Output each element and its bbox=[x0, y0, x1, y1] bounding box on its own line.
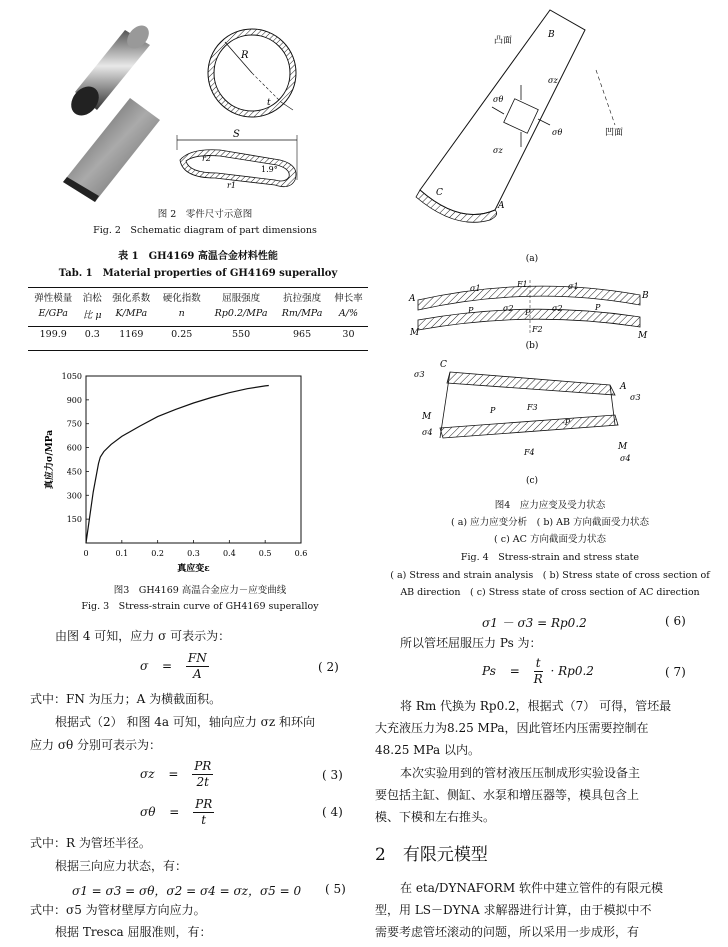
label-c-F3: F3 bbox=[527, 403, 538, 412]
equation-4 bbox=[140, 797, 214, 828]
label-c-sigma4-left: σ4 bbox=[422, 428, 433, 437]
eq3-numerator: PR bbox=[194, 759, 212, 773]
table-cell: 550 bbox=[232, 329, 251, 340]
equation-7 bbox=[482, 656, 594, 687]
label-b-F2: F2 bbox=[532, 325, 543, 334]
left-paragraph-3a: 根据式（2） 和图 4a 可知，轴向应力 σz 和环向 bbox=[55, 715, 316, 729]
label-c-M-left: M bbox=[422, 412, 432, 422]
eq3-lhs: σz bbox=[140, 767, 155, 781]
label-sigma-z-top: σz bbox=[548, 76, 558, 85]
right-paragraph-1: 所以管坯屈服压力 Ps 为： bbox=[400, 636, 542, 650]
right-paragraph-2a: 将 Rm 代换为 Rp0.2，根据式（7） 可得，管坯最 bbox=[400, 699, 672, 713]
fig4c-section bbox=[414, 360, 641, 463]
y-tick-label: 300 bbox=[66, 491, 82, 501]
label-b-F1: F1 bbox=[517, 280, 528, 289]
equation-3 bbox=[140, 759, 213, 790]
x-tick-label: 0 bbox=[83, 549, 89, 558]
table-header-cell: 弹性模量 bbox=[34, 292, 73, 304]
table-unit-cell: 比 μ bbox=[82, 309, 102, 321]
label-c-F4: F4 bbox=[524, 448, 535, 457]
eq2-numerator: FN bbox=[187, 651, 207, 665]
fig4-caption-en: Fig. 4 Stress-strain and stress state bbox=[460, 552, 640, 563]
left-paragraph-4: 式中：R 为管坯半径。 bbox=[30, 836, 151, 850]
equation-2 bbox=[140, 651, 209, 682]
fig3-caption-cn: 图3 GH4169 高温合金应力－应变曲线 bbox=[113, 585, 287, 596]
left-paragraph-1: 由图 4 可知，应力 σ 可表示为： bbox=[55, 629, 231, 643]
eq7-numerator: t bbox=[534, 656, 543, 672]
label-c-P: P bbox=[490, 406, 496, 415]
fig4-sub-cn-1: ( a) 应力应变分析 ( b) AB 方向截面受力状态 bbox=[450, 517, 649, 528]
x-axis-label: 真应变ε bbox=[177, 564, 210, 574]
eq7-number: ( 7) bbox=[665, 665, 686, 679]
fig2-caption-cn: 图 2 零件尺寸示意图 bbox=[157, 209, 253, 220]
table-unit-cell: E/GPa bbox=[38, 308, 68, 319]
equation-6: σ1 － σ3 = Rp0.2 bbox=[482, 616, 587, 630]
label-c-sigma4-right: σ4 bbox=[620, 454, 631, 463]
label-angle: 1.9° bbox=[261, 165, 278, 174]
left-paragraph-7: 根据 Tresca 屈服准则，有： bbox=[55, 925, 212, 939]
label-c-sigma3-left: σ3 bbox=[414, 370, 425, 379]
plot-frame bbox=[86, 376, 301, 543]
label-t: t bbox=[267, 98, 271, 108]
table-units-row bbox=[28, 305, 368, 322]
fig4a-tube bbox=[416, 10, 623, 222]
table1-title-en: Tab. 1 Material properties of GH4169 superalloy bbox=[58, 268, 338, 279]
x-tick-label: 0.4 bbox=[222, 549, 236, 558]
table-header-cell: 伸长率 bbox=[334, 292, 363, 304]
table-row bbox=[28, 322, 368, 347]
stress-strain-curve bbox=[86, 386, 269, 544]
stress-strain-chart bbox=[40, 368, 330, 578]
right-paragraph-4c: 需要考虑管坯滚动的问题，所以采用一步成形，有 bbox=[375, 925, 640, 939]
left-paragraph-5: 根据三向应力状态，有： bbox=[55, 859, 188, 873]
fig2-caption-en: Fig. 2 Schematic diagram of part dimensions bbox=[93, 225, 317, 236]
table-cell: 1169 bbox=[119, 329, 144, 340]
fig4c-sublabel: (c) bbox=[525, 476, 539, 486]
eq3-equals: = bbox=[168, 767, 179, 781]
material-properties-table bbox=[28, 288, 368, 347]
table-unit-cell: n bbox=[178, 308, 185, 319]
table-cell: 30 bbox=[342, 329, 355, 340]
eq7-lhs: Ps bbox=[482, 664, 496, 678]
label-b-M-right: M bbox=[638, 331, 648, 341]
table-cell: 965 bbox=[293, 329, 312, 340]
fig4-sub-en-1: ( a) Stress and strain analysis ( b) Stress state of cross section of bbox=[390, 570, 710, 581]
right-paragraph-3b: 要包括主缸、侧缸、水泵和增压器等，模具包含上 bbox=[375, 788, 640, 802]
right-paragraph-4a: 在 eta/DYNAFORM 软件中建立管件的有限元模 bbox=[400, 881, 663, 895]
label-convex: 凸面 bbox=[494, 36, 513, 46]
label-c-C: C bbox=[440, 360, 447, 370]
x-tick-label: 0.1 bbox=[115, 549, 129, 558]
table-cell: 0.25 bbox=[171, 329, 193, 340]
label-S: S bbox=[233, 129, 240, 140]
eq6-number: ( 6) bbox=[665, 614, 686, 628]
eq4-number: ( 4) bbox=[322, 805, 343, 819]
fig4-sub-en-2: AB direction ( c) Stress state of cross section of AC direction bbox=[400, 587, 700, 598]
table-header-cell: 泊松 bbox=[82, 292, 102, 304]
label-b-M-left: M bbox=[410, 328, 420, 338]
y-tick-label: 750 bbox=[66, 419, 82, 429]
eq4-equals: = bbox=[169, 805, 180, 819]
eq3-number: ( 3) bbox=[322, 768, 343, 782]
y-tick-label: 600 bbox=[66, 443, 82, 453]
table-unit-cell: Rm/MPa bbox=[281, 308, 323, 319]
eq4-lhs: σθ bbox=[140, 805, 156, 819]
equation-5: σ1 = σ3 = σθ，σ2 = σ4 = σz，σ5 = 0 bbox=[72, 884, 302, 898]
label-sigma-theta-left: σθ bbox=[493, 95, 504, 104]
flattened-section bbox=[177, 129, 297, 190]
label-b-A: A bbox=[409, 294, 416, 304]
label-concave: 凹面 bbox=[605, 128, 624, 138]
label-c-sigma3-right: σ3 bbox=[630, 393, 641, 402]
eq2-number: ( 2) bbox=[318, 660, 339, 674]
fig4b-section bbox=[408, 280, 649, 341]
label-A: A bbox=[498, 201, 505, 211]
table-header-cell: 抗拉强度 bbox=[283, 292, 322, 304]
eq5-number: ( 5) bbox=[325, 882, 346, 896]
label-sigma-theta-right: σθ bbox=[552, 128, 563, 137]
fig2-drawing bbox=[55, 10, 370, 210]
label-sigma-z-bottom: σz bbox=[493, 146, 503, 155]
fig3-caption-en: Fig. 3 Stress-strain curve of GH4169 superalloy bbox=[81, 601, 319, 612]
y-axis-label: 真应力σ/MPa bbox=[45, 429, 55, 490]
y-tick-label: 1050 bbox=[61, 372, 82, 381]
y-tick-label: 150 bbox=[66, 515, 82, 525]
right-paragraph-3a: 本次实验用到的管材液压压制成形实验设备主 bbox=[400, 766, 641, 780]
eq7-tail: · Rp0.2 bbox=[550, 664, 594, 678]
eq2-equals: = bbox=[162, 659, 173, 673]
left-paragraph-2: 式中：FN 为压力；A 为横截面积。 bbox=[30, 692, 222, 706]
table-unit-cell: A/% bbox=[338, 308, 358, 319]
x-tick-label: 0.5 bbox=[258, 549, 272, 558]
table-cell: 0.3 bbox=[84, 329, 100, 340]
label-b-P3: P bbox=[595, 303, 601, 312]
fig4-sub-cn-2: ( c) AC 方向截面受力状态 bbox=[494, 534, 606, 545]
eq7-equals: = bbox=[509, 664, 520, 678]
table-header-cell: 强化系数 bbox=[112, 292, 151, 304]
y-tick-label: 900 bbox=[66, 395, 82, 405]
table-header-cell: 硬化指数 bbox=[162, 292, 201, 304]
label-R: R bbox=[241, 50, 249, 61]
left-paragraph-6: 式中：σ5 为管材壁厚方向应力。 bbox=[30, 903, 206, 917]
table-cell: 199.9 bbox=[39, 329, 67, 340]
label-b-sigma2-left: σ2 bbox=[503, 304, 514, 313]
label-b-P2: P bbox=[525, 308, 531, 317]
table-header-row bbox=[28, 288, 368, 305]
label-b-sigma2-right: σ2 bbox=[552, 304, 563, 313]
right-paragraph-4b: 型，用 LS－DYNA 求解器进行计算，由于模拟中不 bbox=[375, 903, 652, 917]
label-b-sigma1-right: σ1 bbox=[568, 282, 579, 291]
left-paragraph-3b: 应力 σθ 分别可表示为： bbox=[30, 738, 162, 752]
label-C: C bbox=[436, 188, 443, 198]
fig4a-sublabel: (a) bbox=[525, 254, 539, 264]
label-r1: r1 bbox=[227, 181, 236, 190]
label-b-P1: P bbox=[468, 306, 474, 315]
fig4-caption-cn: 图4 应力应变及受力状态 bbox=[494, 500, 606, 511]
fig4b-sublabel: (b) bbox=[525, 341, 539, 351]
right-paragraph-2b: 大充液压力为8.25 MPa，因此管坯内压需要控制在 bbox=[375, 721, 649, 735]
label-c-A: A bbox=[620, 382, 627, 392]
table1-title-cn: 表 1 GH4169 高温合金材料性能 bbox=[118, 251, 278, 262]
table-header-cell: 屈服强度 bbox=[222, 292, 261, 304]
y-tick-label: 450 bbox=[66, 467, 82, 477]
fig4-drawing bbox=[400, 5, 700, 500]
x-tick-label: 0.3 bbox=[187, 549, 200, 558]
x-tick-label: 0.2 bbox=[151, 549, 165, 558]
eq4-denominator: t bbox=[201, 813, 207, 827]
eq2-lhs: σ bbox=[140, 659, 149, 673]
table-unit-cell: K/MPa bbox=[115, 308, 148, 319]
label-B: B bbox=[548, 30, 555, 40]
x-tick-label: 0.6 bbox=[294, 549, 308, 558]
section-heading: 2 有限元模型 bbox=[375, 845, 488, 865]
eq2-denominator: A bbox=[193, 667, 202, 681]
label-c-M-right: M bbox=[618, 442, 628, 452]
eq7-denominator: R bbox=[533, 672, 543, 686]
right-paragraph-3c: 模、下模和左右推头。 bbox=[375, 810, 496, 824]
eq3-denominator: 2t bbox=[196, 775, 210, 789]
right-paragraph-2c: 48.25 MPa 以内。 bbox=[375, 743, 480, 757]
label-r2: r2 bbox=[202, 154, 211, 163]
eq4-numerator: PR bbox=[195, 797, 213, 811]
table-unit-cell: Rp0.2/MPa bbox=[214, 308, 268, 319]
label-b-sigma1-left: σ1 bbox=[470, 284, 481, 293]
label-c-minusP: -P bbox=[562, 418, 571, 427]
label-b-B: B bbox=[642, 291, 649, 301]
circle-section bbox=[208, 29, 296, 117]
